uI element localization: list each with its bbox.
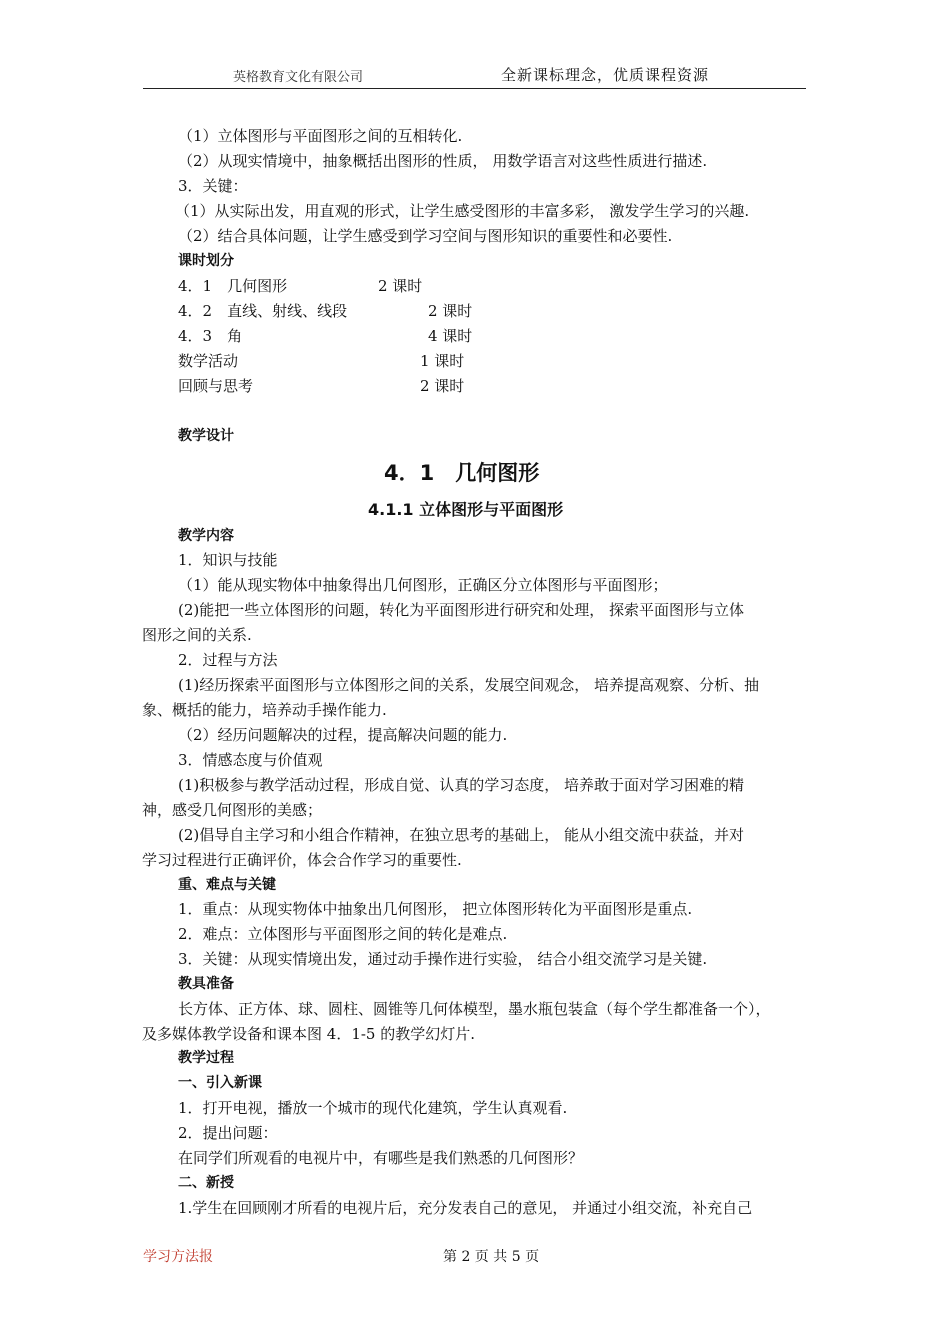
key-line: 3．关键：从现实情境出发，通过动手操作进行实验， 结合小组交流学习是关键. bbox=[178, 950, 708, 968]
content-line: (1)积极参与教学活动过程，形成自觉、认真的学习态度， 培养敢于面对学习困难的精 bbox=[178, 776, 745, 794]
intro-line: （2）从现实情境中，抽象概括出图形的性质， 用数学语言对这些性质进行描述. bbox=[178, 152, 708, 170]
schedule-title: 课时划分 bbox=[178, 253, 234, 269]
content-line: （2）经历问题解决的过程，提高解决问题的能力. bbox=[178, 726, 508, 744]
schedule-hours: 2 课时 bbox=[428, 302, 473, 320]
content-line: 3．情感态度与价值观 bbox=[178, 751, 323, 769]
key-line: 2．难点：立体图形与平面图形之间的转化是难点. bbox=[178, 925, 508, 943]
part2-line: 1.学生在回顾刚才所看的电视片后，充分发表自己的意见， 并通过小组交流，补充自己 bbox=[178, 1199, 753, 1217]
design-title: 教学设计 bbox=[178, 428, 234, 444]
intro-line: （2）结合具体问题，让学生感受到学习空间与图形知识的重要性和必要性. bbox=[178, 227, 673, 245]
footer-publisher: 学习方法报 bbox=[143, 1249, 213, 1265]
schedule-item: 数学活动 bbox=[178, 352, 239, 370]
content-line: 学习过程进行正确评价，体会合作学习的重要性. bbox=[142, 851, 462, 869]
tools-line: 及多媒体教学设备和课本图 4．1-5 的教学幻灯片. bbox=[142, 1025, 476, 1043]
content-line: (2)倡导自主学习和小组合作精神，在独立思考的基础上， 能从小组交流中获益，并对 bbox=[178, 826, 745, 844]
part1-line: 在同学们所观看的电视片中，有哪些是我们熟悉的几何图形？ bbox=[178, 1149, 584, 1167]
header-company: 英格教育文化有限公司 bbox=[233, 70, 364, 85]
schedule-item: 4．3 角 bbox=[178, 327, 243, 345]
part1-line: 1．打开电视，播放一个城市的现代化建筑，学生认真观看. bbox=[178, 1099, 568, 1117]
header-slogan: 全新课标理念，优质课程资源 bbox=[501, 66, 710, 84]
key-title: 重、难点与关键 bbox=[178, 877, 276, 893]
content-line: (2)能把一些立体图形的问题，转化为平面图形进行研究和处理， 探索平面图形与立体 bbox=[178, 601, 745, 619]
content-line: (1)经历探索平面图形与立体图形之间的关系，发展空间观念， 培养提高观察、分析、抽 bbox=[178, 676, 760, 694]
intro-line: （1）从实际出发，用直观的形式，让学生感受图形的丰富多彩， 激发学生学习的兴趣. bbox=[175, 202, 750, 220]
part2-title: 二、新授 bbox=[178, 1175, 234, 1191]
process-title: 教学过程 bbox=[178, 1050, 234, 1066]
tools-title: 教具准备 bbox=[178, 976, 234, 992]
schedule-hours: 2 课时 bbox=[378, 277, 423, 295]
schedule-hours: 1 课时 bbox=[420, 352, 465, 370]
schedule-hours: 4 课时 bbox=[428, 327, 473, 345]
section-title: 4．1 几何图形 bbox=[384, 461, 540, 485]
content-title: 教学内容 bbox=[178, 528, 234, 544]
content-line: 图形之间的关系. bbox=[142, 626, 252, 644]
intro-line: 3．关键： bbox=[178, 177, 248, 195]
content-line: 1．知识与技能 bbox=[178, 551, 278, 569]
intro-line: （1）立体图形与平面图形之间的互相转化. bbox=[178, 127, 463, 145]
key-line: 1．重点：从现实物体中抽象出几何图形， 把立体图形转化为平面图形是重点. bbox=[178, 900, 693, 918]
page-number: 第 2 页 共 5 页 bbox=[443, 1249, 540, 1265]
content-line: 象、概括的能力，培养动手操作能力. bbox=[142, 701, 387, 719]
schedule-item: 4．2 直线、射线、线段 bbox=[178, 302, 348, 320]
part1-title: 一、引入新课 bbox=[178, 1075, 262, 1091]
schedule-item: 4．1 几何图形 bbox=[178, 277, 288, 295]
content-line: 神，感受几何图形的美感； bbox=[142, 801, 323, 819]
part1-line: 2．提出问题： bbox=[178, 1124, 278, 1142]
tools-line: 长方体、正方体、球、圆柱、圆锥等几何体模型，墨水瓶包装盒（每个学生都准备一个）， bbox=[178, 1000, 771, 1018]
content-line: （1）能从现实物体中抽象得出几何图形，正确区分立体图形与平面图形； bbox=[178, 576, 668, 594]
page-header bbox=[143, 66, 806, 89]
schedule-item: 回顾与思考 bbox=[178, 377, 254, 395]
content-line: 2．过程与方法 bbox=[178, 651, 278, 669]
subsection-title: 4.1.1 立体图形与平面图形 bbox=[368, 500, 564, 519]
schedule-hours: 2 课时 bbox=[420, 377, 465, 395]
